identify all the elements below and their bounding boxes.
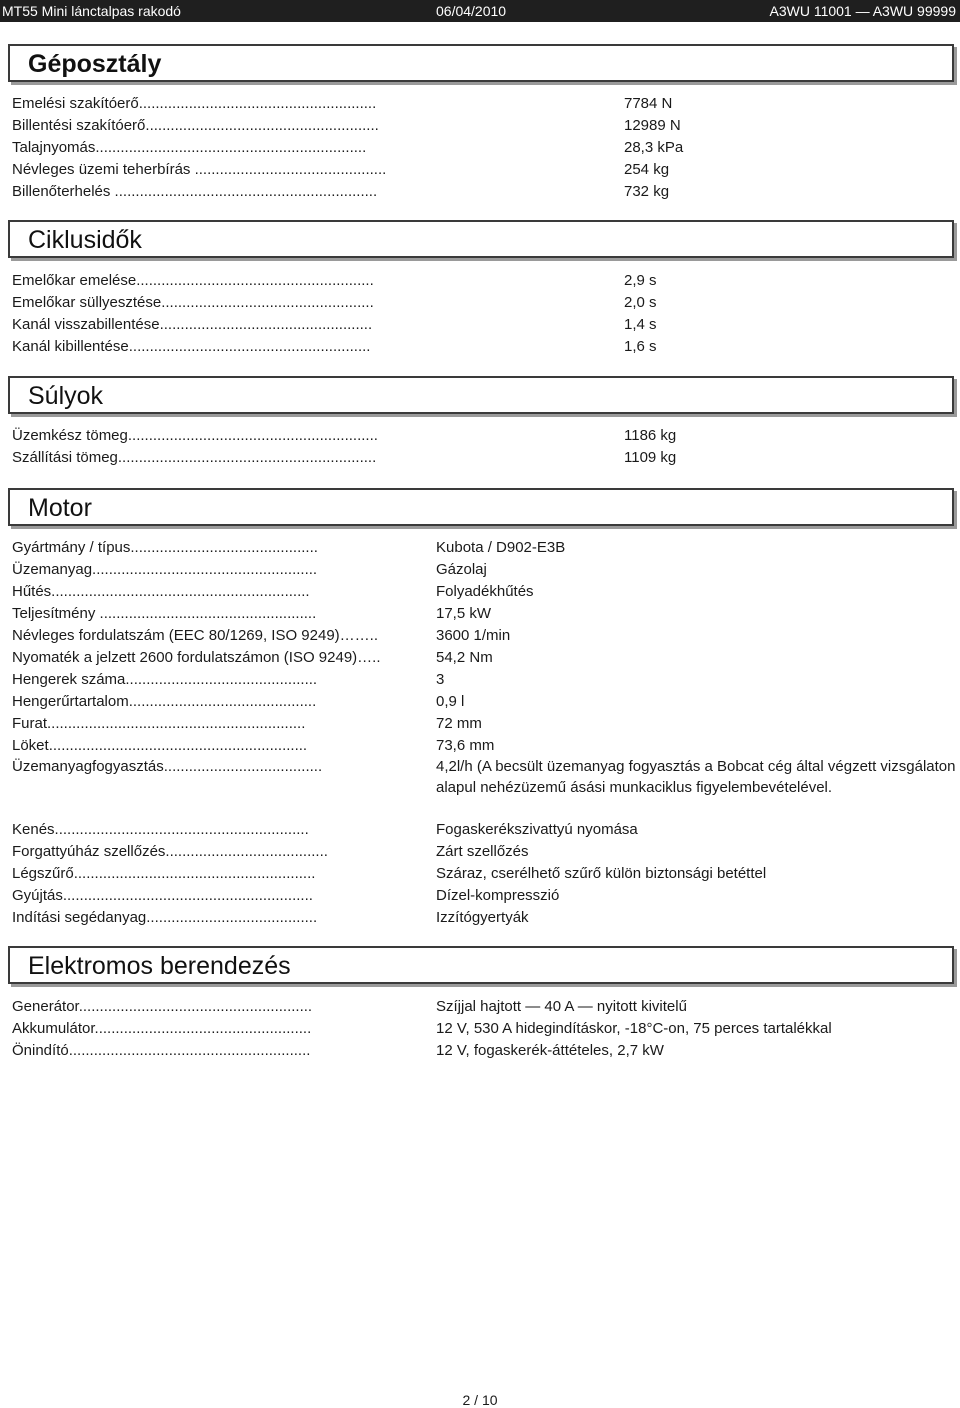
section-title: Motor — [28, 494, 92, 522]
spec-value: 17,5 kW — [436, 605, 492, 622]
spec-value: 732 kg — [624, 183, 670, 200]
spec-label: Névleges üzemi teherbírás .............................................. — [12, 161, 387, 178]
spec-value: 0,9 l — [436, 693, 465, 710]
page-number: 2 / 10 — [462, 1392, 498, 1408]
spec-value: Izzítógyertyák — [436, 909, 529, 926]
spec-value: Zárt szellőzés — [436, 843, 529, 860]
spec-value: 3 — [436, 671, 445, 688]
header-date: 06/04/2010 — [436, 3, 507, 19]
spec-value: 4,2l/h (A becsült üzemanyag fogyasztás a Bobcat cég által végzett vizsgálaton alapul nehézüzemű ásási munkaciklus figyelembevételével. — [436, 758, 956, 796]
spec-label: Talajnyomás................................................................. — [12, 139, 367, 156]
spec-value: 3600 1/min — [436, 627, 511, 644]
spec-label: Emelőkar emelése......................................................... — [12, 272, 374, 289]
section-title: Elektromos berendezés — [28, 952, 291, 980]
spec-label: Hengerek száma.............................................. — [12, 671, 318, 688]
spec-label: Generátor........................................................ — [12, 998, 313, 1015]
spec-label: Forgattyúház szellőzés....................................... — [12, 843, 328, 860]
spec-label: Löket.............................................................. — [12, 737, 308, 754]
spec-label: Emelési szakítóerő......................................................... — [12, 95, 377, 112]
spec-value: 254 kg — [624, 161, 670, 178]
spec-value: Szíjjal hajtott — 40 A — nyitott kivitelű — [436, 998, 687, 1015]
section-heading-weights — [8, 376, 954, 414]
section-heading-engine — [8, 488, 954, 526]
spec-label: Furat.............................................................. — [12, 715, 306, 732]
spec-value: Gázolaj — [436, 561, 487, 578]
document-header-bar — [0, 0, 960, 22]
spec-value: Folyadékhűtés — [436, 583, 534, 600]
spec-value: Száraz, cserélhető szűrő külön biztonsági betéttel — [436, 865, 767, 882]
spec-label: Önindító.......................................................... — [12, 1042, 311, 1059]
header-serial-range: A3WU 11001 — A3WU 99999 — [769, 3, 956, 19]
spec-value: 73,6 mm — [436, 737, 495, 754]
spec-label: Kenés............................................................. — [12, 821, 309, 838]
section-title: Súlyok — [28, 382, 104, 410]
spec-label: Névleges fordulatszám (EEC 80/1269, ISO 9249)…….. — [12, 627, 379, 644]
spec-value: 28,3 kPa — [624, 139, 684, 156]
spec-value: 72 mm — [436, 715, 482, 732]
spec-label: Emelőkar süllyesztése................................................... — [12, 294, 374, 311]
spec-value: Dízel-kompresszió — [436, 887, 560, 904]
spec-label: Nyomaték a jelzett 2600 fordulatszámon (ISO 9249)….. — [12, 649, 381, 666]
spec-label: Indítási segédanyag......................................... — [12, 909, 318, 926]
spec-label: Teljesítmény .................................................... — [12, 605, 317, 622]
section-heading-electrical — [8, 946, 954, 984]
spec-value: 7784 N — [624, 95, 673, 112]
spec-value: Kubota / D902-E3B — [436, 539, 566, 556]
spec-label: Gyújtás............................................................ — [12, 887, 313, 904]
spec-value: 1,4 s — [624, 316, 657, 333]
spec-label: Billenőterhelés ............................................................... — [12, 183, 378, 200]
spec-label: Kanál visszabillentése................................................... — [12, 316, 373, 333]
section-title: Géposztály — [28, 50, 162, 78]
spec-label: Üzemkész tömeg............................................................ — [12, 427, 378, 444]
section-heading-cycle-times — [8, 220, 954, 258]
spec-label: Hűtés.............................................................. — [12, 583, 310, 600]
spec-label: Üzemanyag...................................................... — [12, 561, 318, 578]
spec-label: Gyártmány / típus............................................. — [12, 539, 318, 556]
spec-value: 12 V, fogaskerék-áttételes, 2,7 kW — [436, 1042, 664, 1059]
section-title: Ciklusidők — [28, 226, 142, 254]
spec-value: 12989 N — [624, 117, 681, 134]
spec-value: 2,9 s — [624, 272, 657, 289]
spec-value: Fogaskerékszivattyú nyomása — [436, 821, 638, 838]
section-heading-machine-class — [8, 44, 954, 82]
spec-label: Billentési szakítóerő........................................................ — [12, 117, 379, 134]
spec-value: 1109 kg — [624, 449, 677, 466]
spec-label: Üzemanyagfogyasztás...................................... — [12, 758, 323, 775]
spec-label: Kanál kibillentése.......................................................... — [12, 338, 371, 355]
spec-value: 1,6 s — [624, 338, 657, 355]
spec-value: 12 V, 530 A hidegindításkor, -18°C-on, 75 perces tartalékkal — [436, 1020, 832, 1037]
spec-label: Akkumulátor.................................................... — [12, 1020, 312, 1037]
spec-value: 2,0 s — [624, 294, 657, 311]
spec-label: Hengerűrtartalom............................................. — [12, 693, 317, 710]
header-model-title: MT55 Mini lánctalpas rakodó — [2, 3, 181, 19]
spec-value: 1186 kg — [624, 427, 677, 444]
spec-label: Légszűrő.......................................................... — [12, 865, 316, 882]
spec-label: Szállítási tömeg.............................................................. — [12, 449, 377, 466]
spec-value: 54,2 Nm — [436, 649, 493, 666]
